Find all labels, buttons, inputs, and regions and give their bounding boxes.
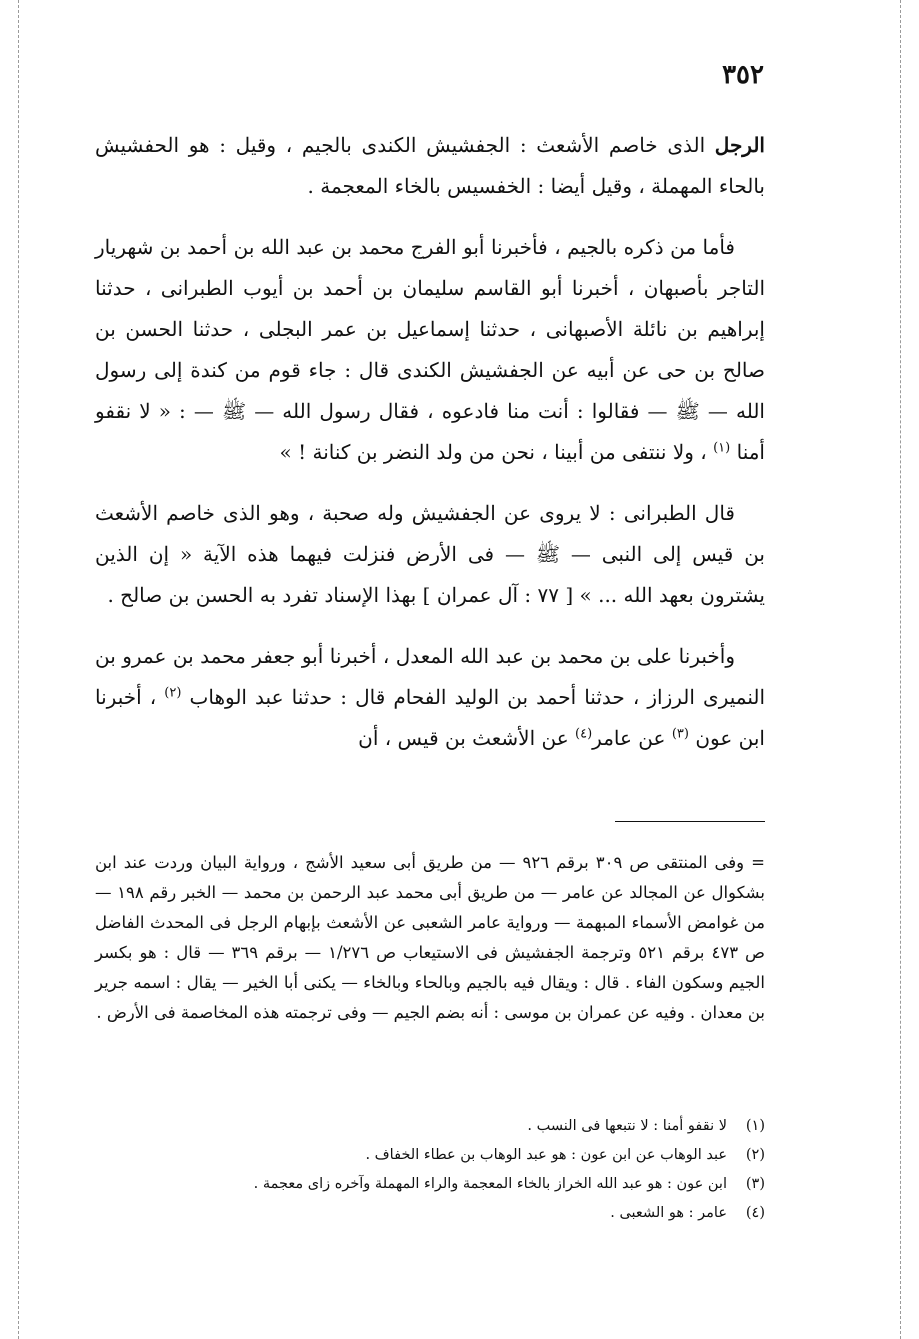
footnote-3 [95, 1170, 765, 1199]
footnote-ref-2: (٢) [164, 685, 182, 701]
footnote-text: عبد الوهاب عن ابن عون : هو عبد الوهاب بن عطاء الخفاف . [365, 1147, 727, 1163]
paragraph-3-text: قال الطبرانى : لا يروى عن الجفشيش وله صحبة ، وهو الذى خاصم الأشعث بن قيس إلى النبى — ﷺ — فى الأرض فنزلت فيهما هذه الآية « إن الذين يشترون بعهد الله ... » [ ٧٧ : آل عمران ] بهذا الإسناد تفرد به الحسن بن صالح . [95, 501, 765, 607]
page-number: ٣٥٢ [722, 60, 764, 90]
footnote-text: ابن عون : هو عبد الله الخراز بالخاء المعجمة والراء المهملة وآخره زاى معجمة . [253, 1176, 727, 1192]
footnote-ref-3: (٣) [671, 726, 689, 742]
footnote-number: (٣) [745, 1176, 765, 1192]
footnote-ref-4: (٤) [575, 726, 593, 742]
paragraph-1-text: الذى خاصم الأشعث : الجفشيش الكندى بالجيم ، وقيل : هو الحفشيش بالحاء المهملة ، وقيل أيضا : الخفسيس بالخاء المعجمة . [95, 133, 765, 198]
footnote-text: عامر : هو الشعبى . [610, 1205, 727, 1221]
paragraph-4-part-2: ، أخبرنا ابن عون [95, 685, 765, 750]
paragraph-2-part-1: فأما من ذكره بالجيم ، فأخبرنا أبو الفرج محمد بن عبد الله بن أحمد بن شهريار التاجر بأصبهان ، أخبرنا أبو القاسم سليمان بن أحمد بن أيوب الطبرانى ، حدثنا إبراهيم بن نائلة الأصبهانى ، حدثنا إسماعيل بن عمر البجلى ، حدثنا الحسن بن صالح بن حى عن أبيه عن الجفشيش الكندى قال : جاء قوم من كندة إلى رسول الله — ﷺ — فقالوا : أنت منا فادعوه ، فقال رسول الله — ﷺ — : « لا نقفو أمنا [95, 235, 765, 464]
lead-word: الرجل [714, 133, 765, 157]
footnote-number: (١) [745, 1118, 765, 1134]
paragraph-4-part-3: عن عامر [592, 726, 672, 750]
footnote-4 [95, 1199, 765, 1228]
footnote-2 [95, 1141, 765, 1170]
main-text [95, 125, 765, 779]
footnote-1 [95, 1112, 765, 1141]
paragraph-1 [95, 125, 765, 207]
paragraph-2 [95, 227, 765, 473]
footnote-ref-1: (١) [713, 440, 731, 456]
footnotes-list [95, 1112, 765, 1228]
footnote-number: (٢) [745, 1147, 765, 1163]
paragraph-2-part-2: ، ولا ننتفى من أبينا ، نحن من ولد النضر بن كنانة ! » [279, 440, 714, 464]
footnote-number: (٤) [745, 1205, 765, 1221]
footnote-continuation [95, 848, 765, 1028]
paragraph-4-part-4: عن الأشعث بن قيس ، أن [358, 726, 576, 750]
footnote-continuation-text: = وفى المنتقى ص ٣٠٩ برقم ٩٢٦ — من طريق أبى سعيد الأشج ، ورواية البيان وردت عند ابن بشكوال عن المجالد عن عامر — من طريق أبى محمد عبد الرحمن بن محمد — الخبر رقم ١٩٨ — من غوامض الأسماء المبهمة — ورواية عامر الشعبى عن الأشعث بإبهام الرجل فى المحدث الفاضل ص ٤٧٣ برقم ٥٢١ وترجمة الجفشيش فى الاستيعاب ص ١/٢٧٦ — برقم ٣٦٩ — قال : هو بكسر الجيم وسكون الفاء . قال : ويقال فيه بالجيم وبالحاء وبالخاء — يكنى أبا الخير — يقال : اسمه جرير بن معدان . وفيه عن عمران بن موسى : أنه بضم الجيم — وفى ترجمته هذه المخاصمة فى الأرض . [95, 853, 765, 1022]
footnote-separator [615, 821, 765, 822]
paragraph-3 [95, 493, 765, 616]
paragraph-4 [95, 636, 765, 759]
paragraph-4-part-1: وأخبرنا على بن محمد بن عبد الله المعدل ، أخبرنا أبو جعفر محمد بن عمرو بن النميرى الرزاز ، حدثنا أحمد بن الوليد الفحام قال : حدثنا عبد الوهاب [95, 644, 766, 709]
footnote-text: لا نقفو أمنا : لا نتبعها فى النسب . [527, 1118, 727, 1134]
right-margin-guide [900, 0, 901, 1339]
left-margin-guide [18, 0, 19, 1339]
